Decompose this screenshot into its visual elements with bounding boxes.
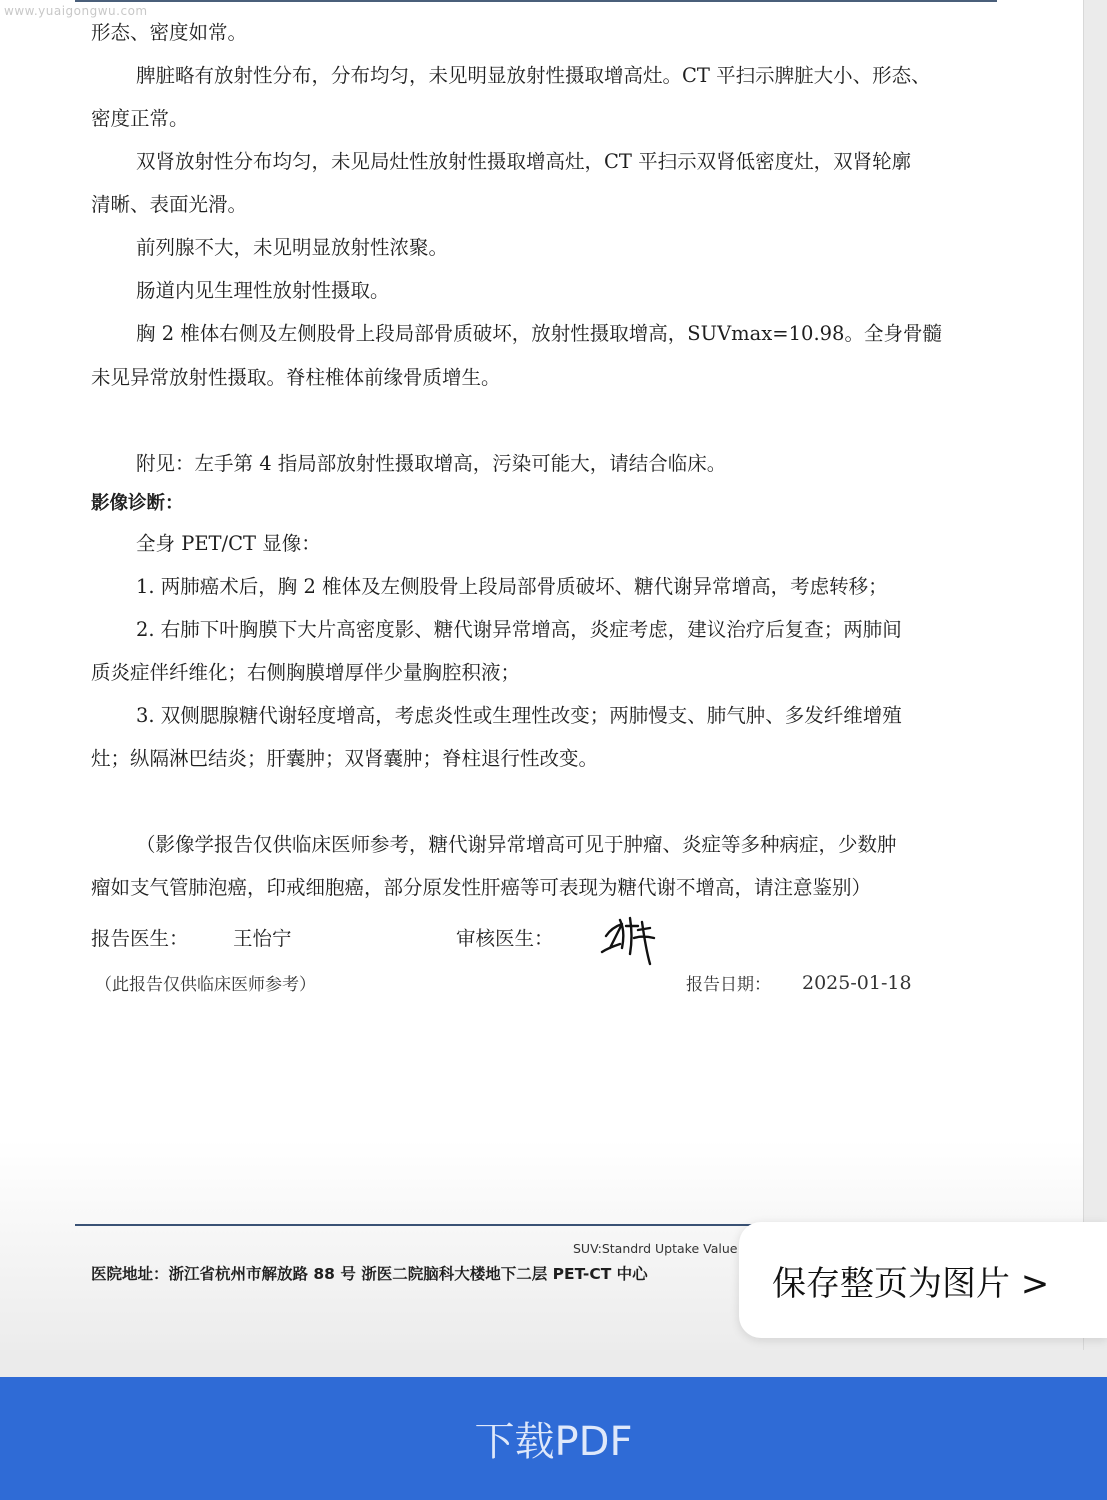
report-line: 全身 PET/CT 显像： (136, 532, 321, 555)
report-line: 密度正常。 (91, 107, 189, 130)
suv-footnote: SUV:Standrd Uptake Value (573, 1241, 738, 1256)
download-pdf-label: 下载PDF (474, 1419, 633, 1465)
reviewer-signature (594, 908, 664, 970)
report-line: 形态、密度如常。 (91, 21, 248, 44)
report-line: 前列腺不大，未见明显放射性浓聚。 (136, 236, 449, 259)
hospital-address: 医院地址：浙江省杭州市解放路 88 号 浙医二院脑科大楼地下二层 PET-CT 中心 (91, 1265, 648, 1283)
disclaimer-line: 瘤如支气管肺泡癌，印戒细胞癌，部分原发性肝癌等可表现为糖代谢不增高，请注意鉴别） (91, 876, 872, 899)
report-line: 2. 右肺下叶胸膜下大片高密度影、糖代谢异常增高，炎症考虑，建议治疗后复查；两肺间 (136, 618, 902, 641)
report-line: 清晰、表面光滑。 (91, 193, 248, 216)
site-watermark: www.yuaigongwu.com (4, 4, 148, 18)
reporter-label: 报告医生： (91, 927, 189, 950)
header-divider (75, 0, 997, 2)
report-line: 肠道内见生理性放射性摄取。 (136, 279, 390, 302)
disclaimer-line: （影像学报告仅供临床医师参考，糖代谢异常增高可见于肿瘤、炎症等多种病症，少数肿 (136, 833, 897, 856)
report-line: 未见异常放射性摄取。脊柱椎体前缘骨质增生。 (91, 366, 501, 389)
footer-divider (75, 1224, 775, 1226)
report-line: 1. 两肺癌术后，胸 2 椎体及左侧股骨上段局部骨质破坏、糖代谢异常增高，考虑转移； (136, 575, 888, 598)
diagnosis-heading: 影像诊断： (91, 493, 184, 514)
report-line: 脾脏略有放射性分布，分布均匀，未见明显放射性摄取增高灶。CT 平扫示脾脏大小、形态、 (136, 64, 931, 87)
download-pdf-button[interactable] (0, 1377, 1107, 1500)
report-line: 质炎症伴纤维化；右侧胸膜增厚伴少量胸腔积液； (91, 661, 521, 684)
report-date: 2025-01-18 (802, 972, 912, 994)
report-line: 灶；纵隔淋巴结炎；肝囊肿；双肾囊肿；脊柱退行性改变。 (91, 747, 599, 770)
report-note: （此报告仅供临床医师参考） (95, 975, 316, 995)
date-label: 报告日期： (686, 975, 771, 995)
reporter-name: 王怡宁 (233, 927, 292, 950)
report-line: 3. 双侧腮腺糖代谢轻度增高，考虑炎性或生理性改变；两肺慢支、肺气肿、多发纤维增殖 (136, 704, 902, 727)
save-page-as-image-label: 保存整页为图片 > (772, 1263, 1050, 1304)
save-page-as-image-button[interactable] (739, 1222, 1107, 1338)
report-line: 双肾放射性分布均匀，未见局灶性放射性摄取增高灶，CT 平扫示双肾低密度灶，双肾轮廓 (136, 150, 912, 173)
report-line: 附见：左手第 4 指局部放射性摄取增高，污染可能大，请结合临床。 (136, 452, 727, 475)
reviewer-label: 审核医生： (456, 927, 554, 950)
report-line: 胸 2 椎体右侧及左侧股骨上段局部骨质破坏，放射性摄取增高，SUVmax=10.98。全身骨髓 (136, 322, 942, 345)
